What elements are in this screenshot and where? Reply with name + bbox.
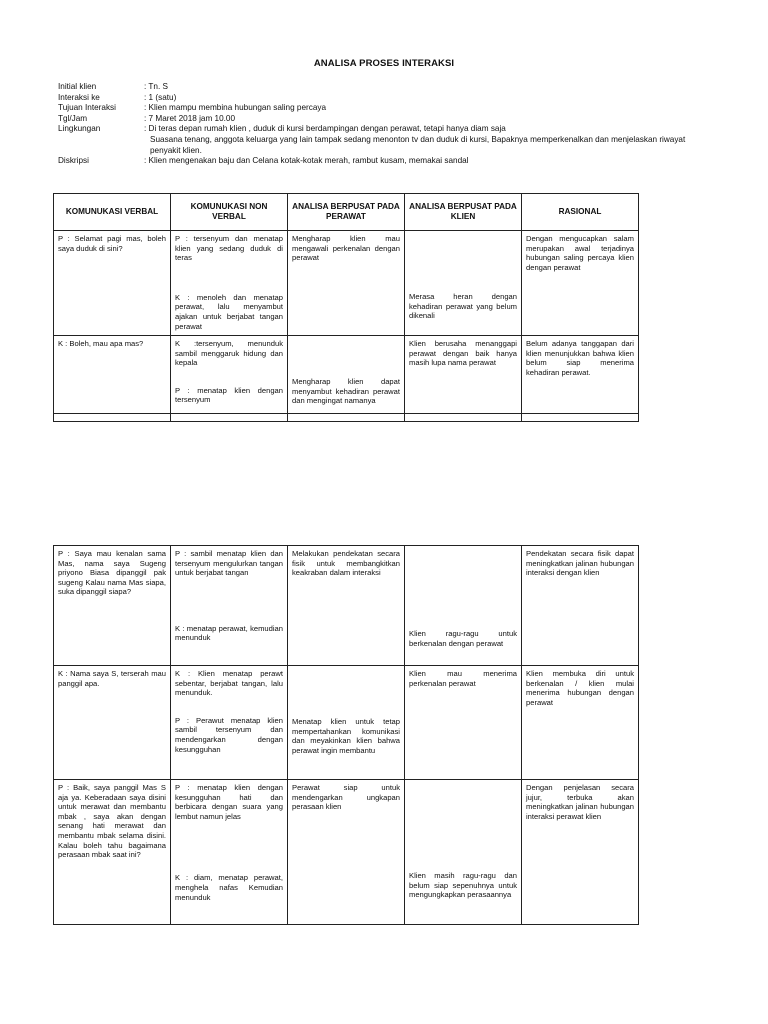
cell-text: P : Perawut menatap klien sambil tersenyum dan mendengarkan dengan kesungguhan xyxy=(175,715,283,754)
cell-text: K : diam, menatap perawat, menghela nafas Kemudian menunduk xyxy=(175,873,283,902)
table-row-empty xyxy=(54,414,639,422)
cell-klien xyxy=(405,780,522,925)
table-row xyxy=(54,336,639,414)
info-lingkungan-continued: Suasana tenang, anggota keluarga yang lain tampak sedang menonton tv dan duduk di kursi, Bapaknya memperkenalkan dan menjelaskan riwayat penyakit klien. xyxy=(150,134,686,155)
cell-text: K : menatap perawat, kemudian menunduk xyxy=(175,623,283,643)
cell-empty xyxy=(54,414,171,422)
cell-klien xyxy=(405,546,522,666)
cell-verbal xyxy=(54,336,171,414)
cell-rasional xyxy=(522,546,639,666)
cell-text: Dengan mengucapkan salam merupakan awal terjadinya hubungan saling percaya klien dengan perawat xyxy=(526,234,634,272)
cell-perawat xyxy=(288,336,405,414)
header-nonverbal: KOMUNUKASI NON VERBAL xyxy=(171,194,288,231)
cell-verbal xyxy=(54,780,171,925)
cell-perawat xyxy=(288,666,405,780)
cell-nonverbal xyxy=(171,546,288,666)
cell-text: Dengan penjelasan secara jujur, terbuka akan meningkatkan jalinan hubungan interaksi perawat klien xyxy=(526,783,634,821)
header-rasional: RASIONAL xyxy=(522,194,639,231)
interaction-table-2 xyxy=(53,545,639,925)
cell-text: P : Selamat pagi mas, boleh saya duduk di sini? xyxy=(58,234,166,253)
cell-text: Mengharap klien dapat menyambut kehadiran perawat dan mengingat namanya xyxy=(292,377,400,406)
info-value: : Di teras depan rumah klien , duduk di kursi berdampingan dengan perawat, tetapi hanya diam saja xyxy=(144,124,506,134)
info-value: : 1 (satu) xyxy=(144,92,177,102)
table-header-row xyxy=(54,194,639,231)
cell-text: Melakukan pendekatan secara fisik untuk membangkitkan keakraban dalam interaksi xyxy=(292,549,400,578)
info-label: Tujuan Interaksi xyxy=(58,103,116,113)
info-row-diskripsi xyxy=(58,156,698,167)
info-value: : 7 Maret 2018 jam 10.00 xyxy=(144,113,236,123)
cell-text: P : menatap klien dengan kesungguhan hati dan berbicara dengan suara yang lembut namun jelas xyxy=(175,783,283,821)
cell-text: P : menatap klien dengan tersenyum xyxy=(175,385,283,405)
cell-text: K : Boleh, mau apa mas? xyxy=(58,339,144,348)
cell-text: P : sambil menatap klien dan tersenyum mengulurkan tangan untuk berjabat tangan xyxy=(175,549,283,578)
cell-text: Menatap klien untuk tetap mempertahankan komunikasi dan meyakinkan klien bahwa perawat ingin membantu xyxy=(292,717,400,755)
cell-klien xyxy=(405,666,522,780)
info-value: : Tn. S xyxy=(144,82,168,91)
cell-text: Pendekatan secara fisik dapat meningkatkan jalinan hubungan interaksi dengan klien xyxy=(526,549,634,578)
cell-nonverbal xyxy=(171,231,288,336)
cell-nonverbal xyxy=(171,666,288,780)
cell-text: Klien membuka diri untuk berkenalan / klien mulai menerima hubungan dengan perawat xyxy=(526,669,634,707)
cell-empty xyxy=(171,414,288,422)
document-title: ANALISA PROSES INTERAKSI xyxy=(313,58,455,69)
cell-text: K : menoleh dan menatap perawat, lalu menyambut ajakan untuk berjabat tangan perawat xyxy=(175,292,283,331)
info-row-initial xyxy=(58,82,698,93)
cell-text: Klien masih ragu-ragu dan belum siap sepenuhnya untuk mengungkapkan perasaannya xyxy=(409,871,517,900)
cell-text: Merasa heran dengan kehadiran perawat yang belum dikenali xyxy=(409,292,517,321)
cell-text: Mengharap klien mau mengawali perkenalan dengan perawat xyxy=(292,234,400,263)
cell-text: Klien berusaha menanggapi perawat dengan baik hanya masih lupa nama perawat xyxy=(409,339,517,368)
info-label: Diskripsi xyxy=(58,156,89,166)
cell-text: P : Saya mau kenalan sama Mas, nama saya Sugeng priyono Biasa dipanggil pak sugeng Kalau nama Mas siapa, suka dipanggil siapa? xyxy=(58,549,166,597)
cell-verbal xyxy=(54,666,171,780)
table-row xyxy=(54,666,639,780)
cell-text: K : Klien menatap perawt sebentar, berjabat tangan, lalu menunduk. xyxy=(175,669,283,698)
info-row-tujuan xyxy=(58,103,698,114)
cell-perawat xyxy=(288,546,405,666)
cell-empty xyxy=(522,414,639,422)
cell-rasional xyxy=(522,231,639,336)
cell-nonverbal xyxy=(171,336,288,414)
header-perawat: ANALISA BERPUSAT PADA PERAWAT xyxy=(288,194,405,231)
cell-text: Klien ragu-ragu untuk berkenalan dengan perawat xyxy=(409,629,517,648)
cell-verbal xyxy=(54,231,171,336)
info-row-interaksi xyxy=(58,93,698,104)
cell-text: P : Baik, saya panggil Mas S aja ya. Keberadaan saya disini untuk merawat dan membantu mbak , saya akan dengan senang hati merawat dan membantu mbak selama disini. Kalau boleh tahu bagaimana perasaan mbak saat ini? xyxy=(58,783,166,860)
cell-rasional xyxy=(522,780,639,925)
cell-text: Perawat siap untuk mendengarkan ungkapan perasaan klien xyxy=(292,783,400,812)
cell-verbal xyxy=(54,546,171,666)
info-value: : Klien mengenakan baju dan Celana kotak-kotak merah, rambut kusam, memakai sandal xyxy=(144,156,469,166)
cell-rasional xyxy=(522,666,639,780)
client-info xyxy=(58,82,698,167)
info-row-tgl xyxy=(58,114,698,125)
cell-empty xyxy=(405,414,522,422)
cell-perawat xyxy=(288,780,405,925)
table-row xyxy=(54,231,639,336)
cell-rasional xyxy=(522,336,639,414)
header-klien: ANALISA BERPUSAT PADA KLIEN xyxy=(405,194,522,231)
cell-text: P : tersenyum dan menatap klien yang sedang duduk di teras xyxy=(175,234,283,263)
cell-text: K : Nama saya S, terserah mau panggil apa. xyxy=(58,669,166,688)
info-row-lingkungan xyxy=(58,124,698,135)
interaction-table-1 xyxy=(53,193,639,422)
info-label: Tgl/Jam xyxy=(58,113,88,123)
info-label: Initial klien xyxy=(58,82,97,91)
table-row xyxy=(54,780,639,925)
info-label: Interaksi ke xyxy=(58,92,100,102)
table-row xyxy=(54,546,639,666)
cell-text: Klien mau menerima perkenalan perawat xyxy=(409,669,517,688)
info-label: Lingkungan xyxy=(58,124,101,134)
cell-klien xyxy=(405,231,522,336)
header-verbal: KOMUNUKASI VERBAL xyxy=(54,194,171,231)
cell-text: Belum adanya tanggapan dari klien menunjukkan bahwa klien belum siap menerima kehadiran perawat. xyxy=(526,339,634,377)
cell-empty xyxy=(288,414,405,422)
cell-perawat xyxy=(288,231,405,336)
cell-klien xyxy=(405,336,522,414)
cell-nonverbal xyxy=(171,780,288,925)
info-value: : Klien mampu membina hubungan saling percaya xyxy=(144,103,327,113)
cell-text: K :tersenyum, menunduk sambil menggaruk hidung dan kepala xyxy=(175,339,283,368)
